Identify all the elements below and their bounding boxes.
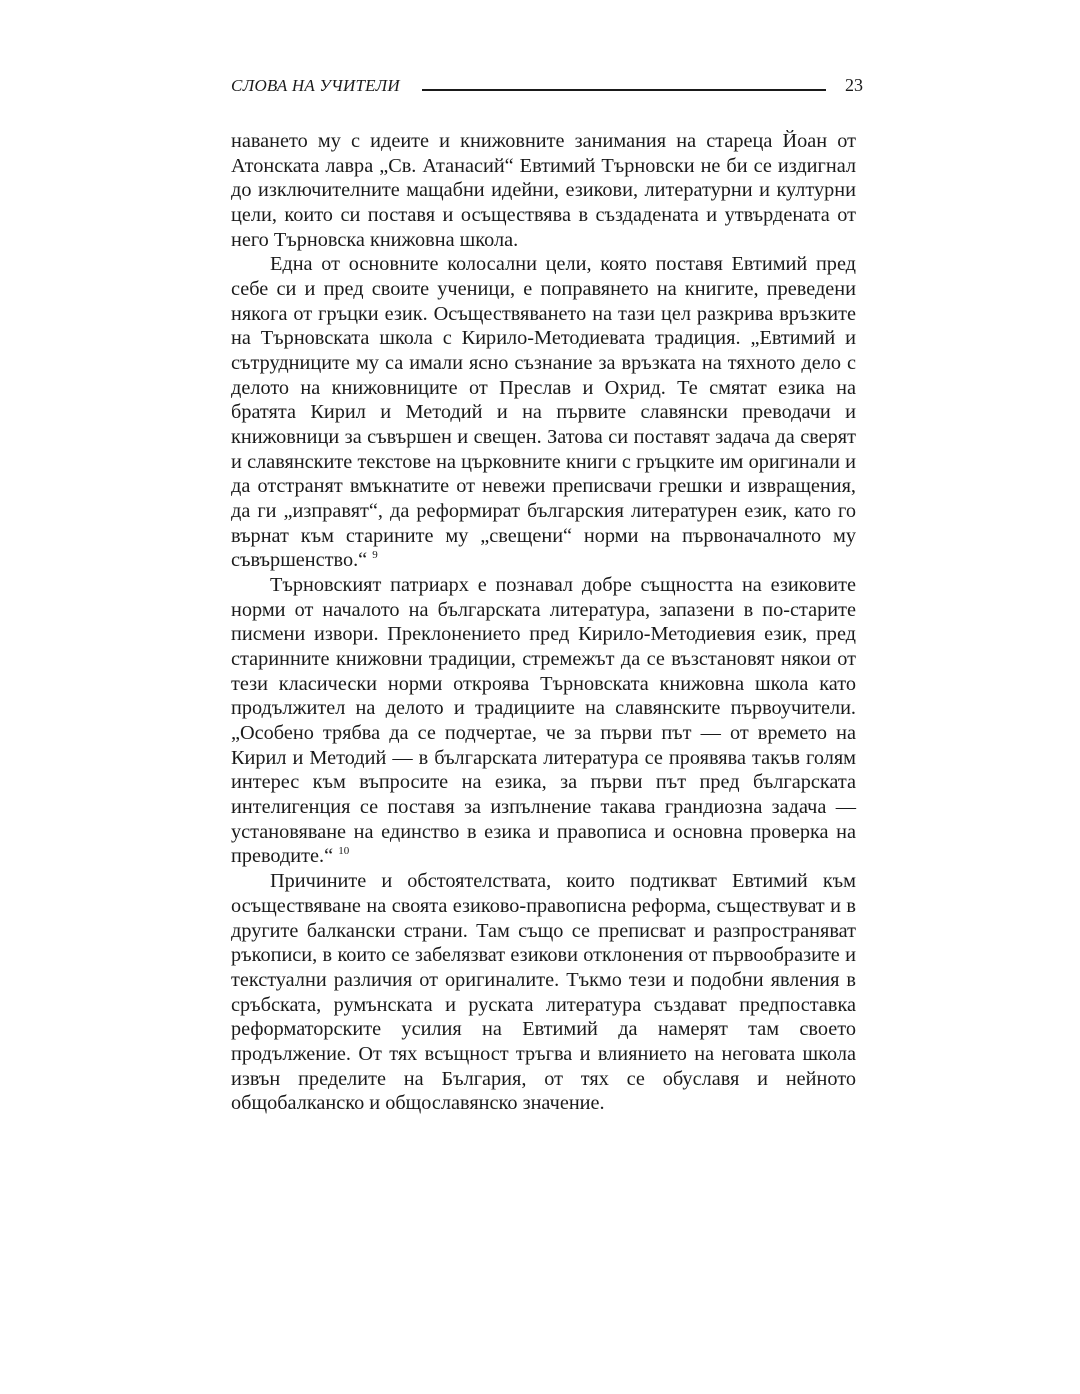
- header-rule: [422, 89, 826, 91]
- page-number: 23: [845, 75, 863, 95]
- footnote-marker-10: 10: [338, 845, 350, 858]
- paragraph-1-text: наването му с идеите и книжовните занимания на стареца Йоан от Атонската лавра „Св. Атанасий“ Евтимий Търновски не би се издигнал до изключителните мащабни идейни, езикови, литературни и културни цели, които си поставя и осъществява в създадената и утвърдената от него Търновска книжовна школа.: [231, 130, 856, 251]
- paragraph-1: [231, 129, 856, 252]
- footnote-marker-9: 9: [372, 549, 378, 562]
- running-header: [231, 74, 863, 100]
- paragraph-2-text: Една от основните колосални цели, която поставя Евтимий пред себе си и пред своите ученици, е поправянето на книгите, преведени някога от гръцки език. Осъществяването на тази цел разкрива връзките на Търновската школа с Кирило-Методиевата традиция. „Евтимий и сътрудниците му са имали ясно съзнание за връзката на тяхното дело с делото на книжовниците от Преслав и Охрид. Те смятат езика на братята Кирил и Методий и на първите славянски преводачи и книжовници за съвършен и свещен. Затова си поставят задача да сверят и славянските текстове на църковните книги с гръцките им оригинали и да отстранят вмъкнатите от невежи преписвачи грешки и извращения, да ги „изправят“, да реформират българския литературен език, като го върнат към старините му „свещени“ норми на първоначалното му съвършенство.“: [231, 253, 856, 572]
- paragraph-2: [231, 252, 856, 573]
- paragraph-3-text: Търновският патриарх е познавал добре същността на езиковите норми от началото на българската литература, запазени в по-старите писмени извори. Преклонението пред Кирило-Методиевия език, пред старинните книжовни традиции, стремежът да се възстановят някои от тези класически норми откроява Търновската книжовна школа като продължител на делото и традициите на славянските първоучители. „Особено трябва да се подчертае, че за първи път — от времето на Кирил и Методий — в българската литература се проявява такъв голям интерес към въпросите на езика, за първи път пред българската интелигенция се поставя за изпълнение такава грандиозна задача — установяване на единство в езика и правописа и основна проверка на преводите.“: [231, 574, 856, 868]
- body-text: [231, 129, 856, 1116]
- paragraph-4-text: Причините и обстоятелствата, които подтикват Евтимий към осъществяване на своята езиково-правописна реформа, съществуват и в другите балкански страни. Там също се преписват и разпространяват ръкописи, в които се забелязват езикови отклонения от първообразите и текстуални различия от оригиналите. Тъкмо тези и подобни явления в сръбската, румънската и руската литература създават предпоставка реформаторските усилия на Евтимий да намерят там своето продължение. От тях всъщност тръгва и влиянието на неговата школа извън пределите на България, от тях се обуславя и нейното общобалканско и общославянско значение.: [231, 870, 856, 1115]
- paragraph-3: [231, 573, 856, 869]
- running-header-title: СЛОВА НА УЧИТЕЛИ: [231, 76, 400, 95]
- paragraph-4: [231, 869, 856, 1116]
